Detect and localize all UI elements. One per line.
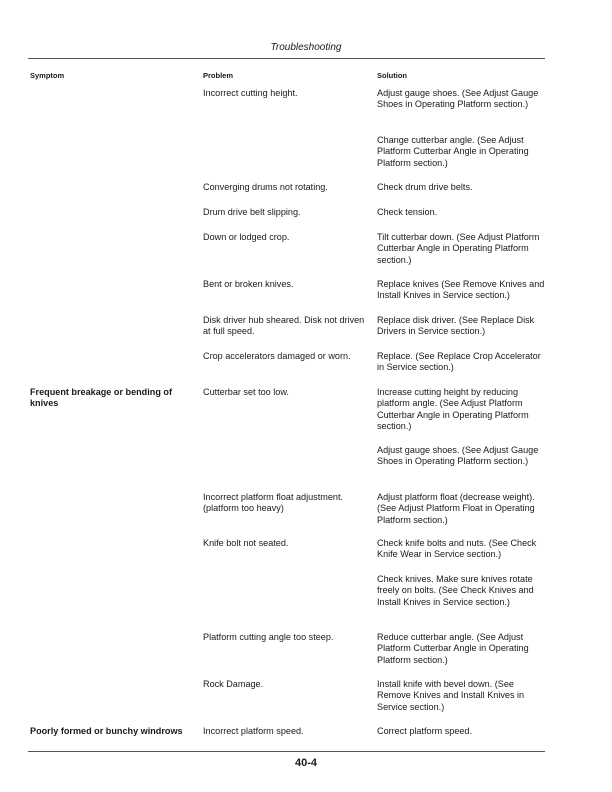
- problem-cell: Bent or broken knives.: [203, 279, 294, 289]
- problem-cell: Knife bolt not seated.: [203, 538, 289, 548]
- solution-cell: Tilt cutterbar down. (See Adjust Platform Cutterbar Angle in Operating Platform section.): [377, 232, 540, 265]
- solution-cell: Replace knives (See Remove Knives and Install Knives in Service section.): [377, 279, 545, 301]
- footer-rule: [28, 751, 545, 752]
- solution-cell: Increase cutting height by reducing platform angle. (See Adjust Platform Cutterbar Angle in Operating Platform section.): [377, 387, 529, 431]
- solution-cell: Replace disk driver. (See Replace Disk Drivers in Service section.): [377, 315, 535, 337]
- problem-cell: Down or lodged crop.: [203, 232, 290, 242]
- problem-cell: Platform cutting angle too steep.: [203, 632, 334, 642]
- solution-cell: Check knife bolts and nuts. (See Check Knife Wear in Service section.): [377, 538, 537, 560]
- problem-cell: Converging drums not rotating.: [203, 182, 328, 192]
- solution-cell: Check tension.: [377, 207, 438, 217]
- symptom-cell: Poorly formed or bunchy windrows: [30, 726, 183, 736]
- problem-cell: Crop accelerators damaged or worn.: [203, 351, 351, 361]
- problem-cell: Drum drive belt slipping.: [203, 207, 301, 217]
- header-rule: [28, 58, 545, 59]
- problem-cell: Incorrect platform speed.: [203, 726, 304, 736]
- problem-cell: Rock Damage.: [203, 679, 264, 689]
- solution-cell: Reduce cutterbar angle. (See Adjust Platform Cutterbar Angle in Operating Platform section.): [377, 632, 529, 665]
- problem-cell: Incorrect platform float adjustment. (platform too heavy): [203, 492, 344, 514]
- solution-cell: Adjust gauge shoes. (See Adjust Gauge Shoes in Operating Platform section.): [377, 445, 539, 467]
- solution-cell: Adjust platform float (decrease weight). (See Adjust Platform Float in Operating Platform section.): [377, 492, 535, 525]
- solution-cell: Correct platform speed.: [377, 726, 473, 736]
- solution-column-header: Solution: [377, 71, 407, 80]
- solution-cell: Check drum drive belts.: [377, 182, 473, 192]
- page-number: 40-4: [294, 757, 318, 769]
- solution-cell: Install knife with bevel down. (See Remove Knives and Install Knives in Service section.): [377, 679, 525, 712]
- problem-cell: Incorrect cutting height.: [203, 88, 298, 98]
- solution-cell: Replace. (See Replace Crop Accelerator in Service section.): [377, 351, 541, 373]
- problem-cell: Disk driver hub sheared. Disk not driven at full speed.: [203, 315, 365, 337]
- running-header: Troubleshooting: [270, 42, 342, 53]
- symptom-column-header: Symptom: [30, 71, 65, 80]
- solution-cell: Change cutterbar angle. (See Adjust Platform Cutterbar Angle in Operating Platform section.): [377, 135, 529, 168]
- solution-cell: Check knives. Make sure knives rotate freely on bolts. (See Check Knives and Install Knives in Service section.): [377, 574, 534, 607]
- problem-cell: Cutterbar set too low.: [203, 387, 289, 397]
- problem-column-header: Problem: [203, 71, 234, 80]
- solution-cell: Adjust gauge shoes. (See Adjust Gauge Shoes in Operating Platform section.): [377, 88, 539, 110]
- symptom-cell: Frequent breakage or bending of knives: [30, 387, 172, 409]
